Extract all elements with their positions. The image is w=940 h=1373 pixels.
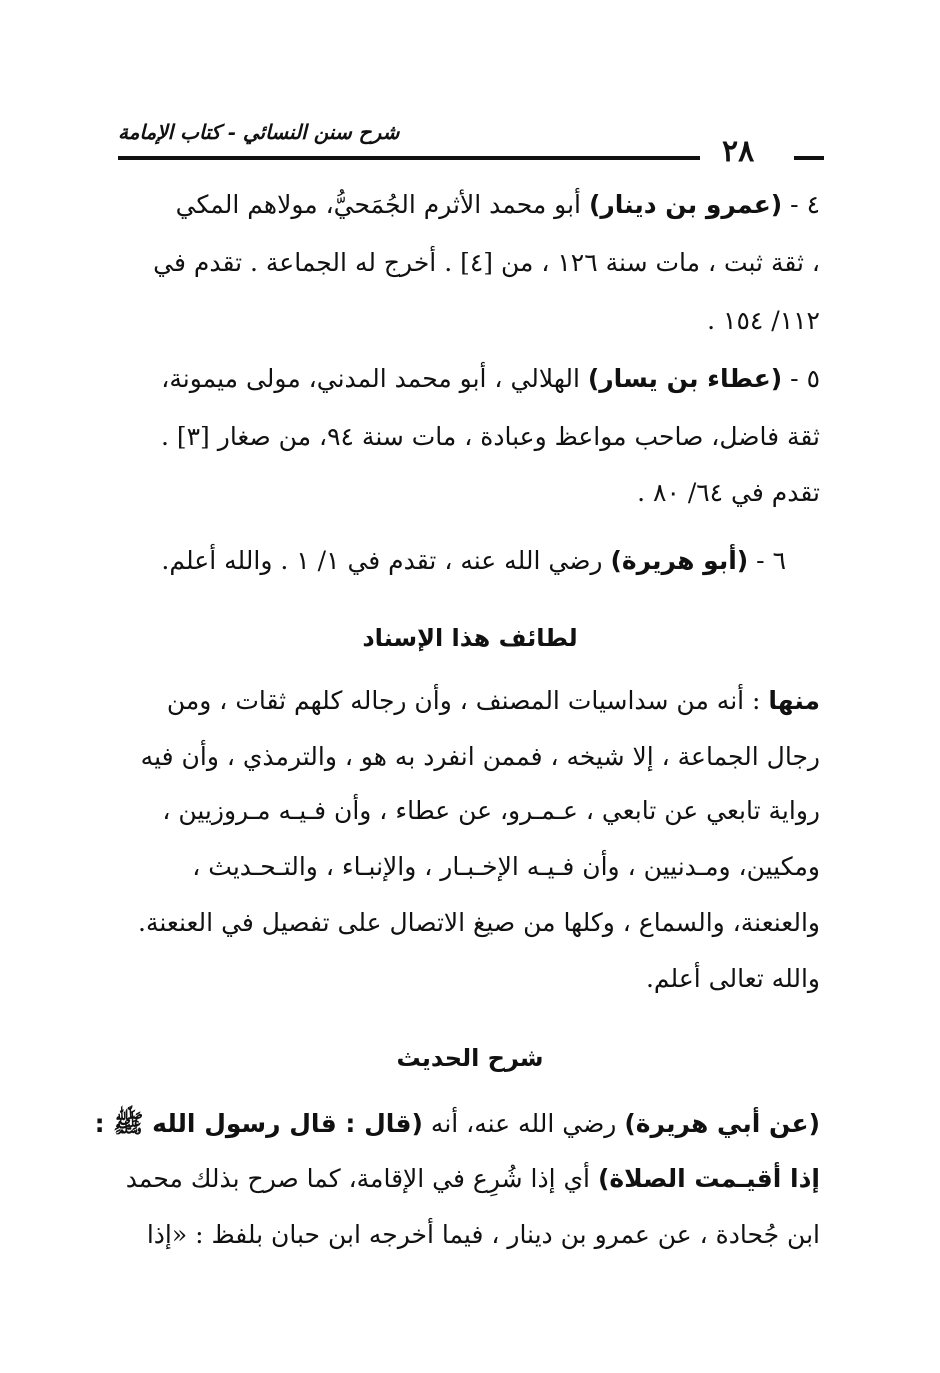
keyword: منها [768, 686, 820, 715]
entry-number: ٦ - [748, 546, 786, 575]
section-heading-isnad: لطائف هذا الإسناد [362, 624, 578, 652]
page-number: ٢٨ [722, 134, 755, 169]
narrator-entry-6 [118, 546, 786, 586]
body-line: والعنعنة، والسماع ، وكلها من صيغ الاتصال على تفصيل في العنعنة. [138, 908, 820, 937]
narrator-name: (أبو هريرة) [610, 546, 749, 575]
body-line: رواية تابعي عن تابعي ، عـمـرو، عن عطاء ، وأن فـيـه مـروزيين ، [162, 796, 820, 825]
body-text: أي إذا شُرِع في الإقامة، كما صرح بذلك محمد [125, 1164, 598, 1193]
quoted-hadith: إذا أقيـمت الصلاة) [597, 1164, 820, 1193]
entry-text: أبو محمد الأثرم الجُمَحيُّ، مولاهم المكي [175, 190, 589, 219]
hadith-commentary [94, 1108, 820, 1278]
entry-line: ١١٢/ ١٥٤ . [707, 306, 820, 335]
body-line [126, 1164, 820, 1193]
body-line: والله تعالى أعلم. [645, 964, 820, 993]
entry-line [161, 364, 820, 393]
body-text: رضي الله عنه، أنه [422, 1109, 625, 1138]
header-rule [118, 156, 700, 160]
section-heading-sharh: شرح الحديث [396, 1044, 544, 1072]
header-dash [794, 156, 824, 160]
body-line [167, 686, 820, 715]
body-text: : أنه من سداسيات المصنف ، وأن رجاله كلهم ثقات ، ومن [166, 686, 769, 715]
header-title: شرح سنن النسائي - كتاب الإمامة [118, 120, 400, 144]
narrator-entry-5 [118, 364, 820, 524]
entry-line: تقدم في ٦٤/ ٨٠ . [637, 478, 820, 507]
quoted-narrator: (عن أبي هريرة) [624, 1109, 820, 1138]
narrator-entry-4 [118, 190, 820, 350]
entry-line [161, 546, 786, 575]
body-line: ابن جُحادة ، عن عمرو بن دينار ، فيما أخرجه ابن حبان بلفظ : «إذا [146, 1220, 820, 1249]
body-line [95, 1108, 820, 1145]
running-header [118, 118, 824, 168]
narrator-name: (عمرو بن دينار) [588, 190, 783, 219]
narrator-name: (عطاء بن يسار) [587, 364, 783, 393]
entry-line: ، ثقة ثبت ، مات سنة ١٢٦ ، من [٤] . أخرج له الجماعة . تقدم في [153, 248, 820, 277]
body-line: رجال الجماعة ، إلا شيخه ، فممن انفرد به هو ، والترمذي ، وأن فيه [140, 742, 820, 771]
entry-text: الهلالي ، أبو محمد المدني، مولى ميمونة، [161, 364, 588, 393]
entry-number: ٤ - [782, 190, 820, 219]
entry-line: ثقة فاضل، صاحب مواعظ وعبادة ، مات سنة ٩٤، من صغار [٣] . [160, 422, 820, 451]
quoted-hadith: (قال : قال رسول الله ﷺ : [94, 1109, 423, 1138]
entry-text: رضي الله عنه ، تقدم في ١/ ١ . والله أعلم. [161, 546, 611, 575]
isnad-notes [118, 686, 820, 1006]
entry-line [176, 190, 820, 219]
entry-number: ٥ - [782, 364, 820, 393]
body-line: ومكيين، ومـدنيين ، وأن فـيـه الإخـبـار ، والإنبـاء ، والتـحـديث ، [192, 852, 820, 881]
